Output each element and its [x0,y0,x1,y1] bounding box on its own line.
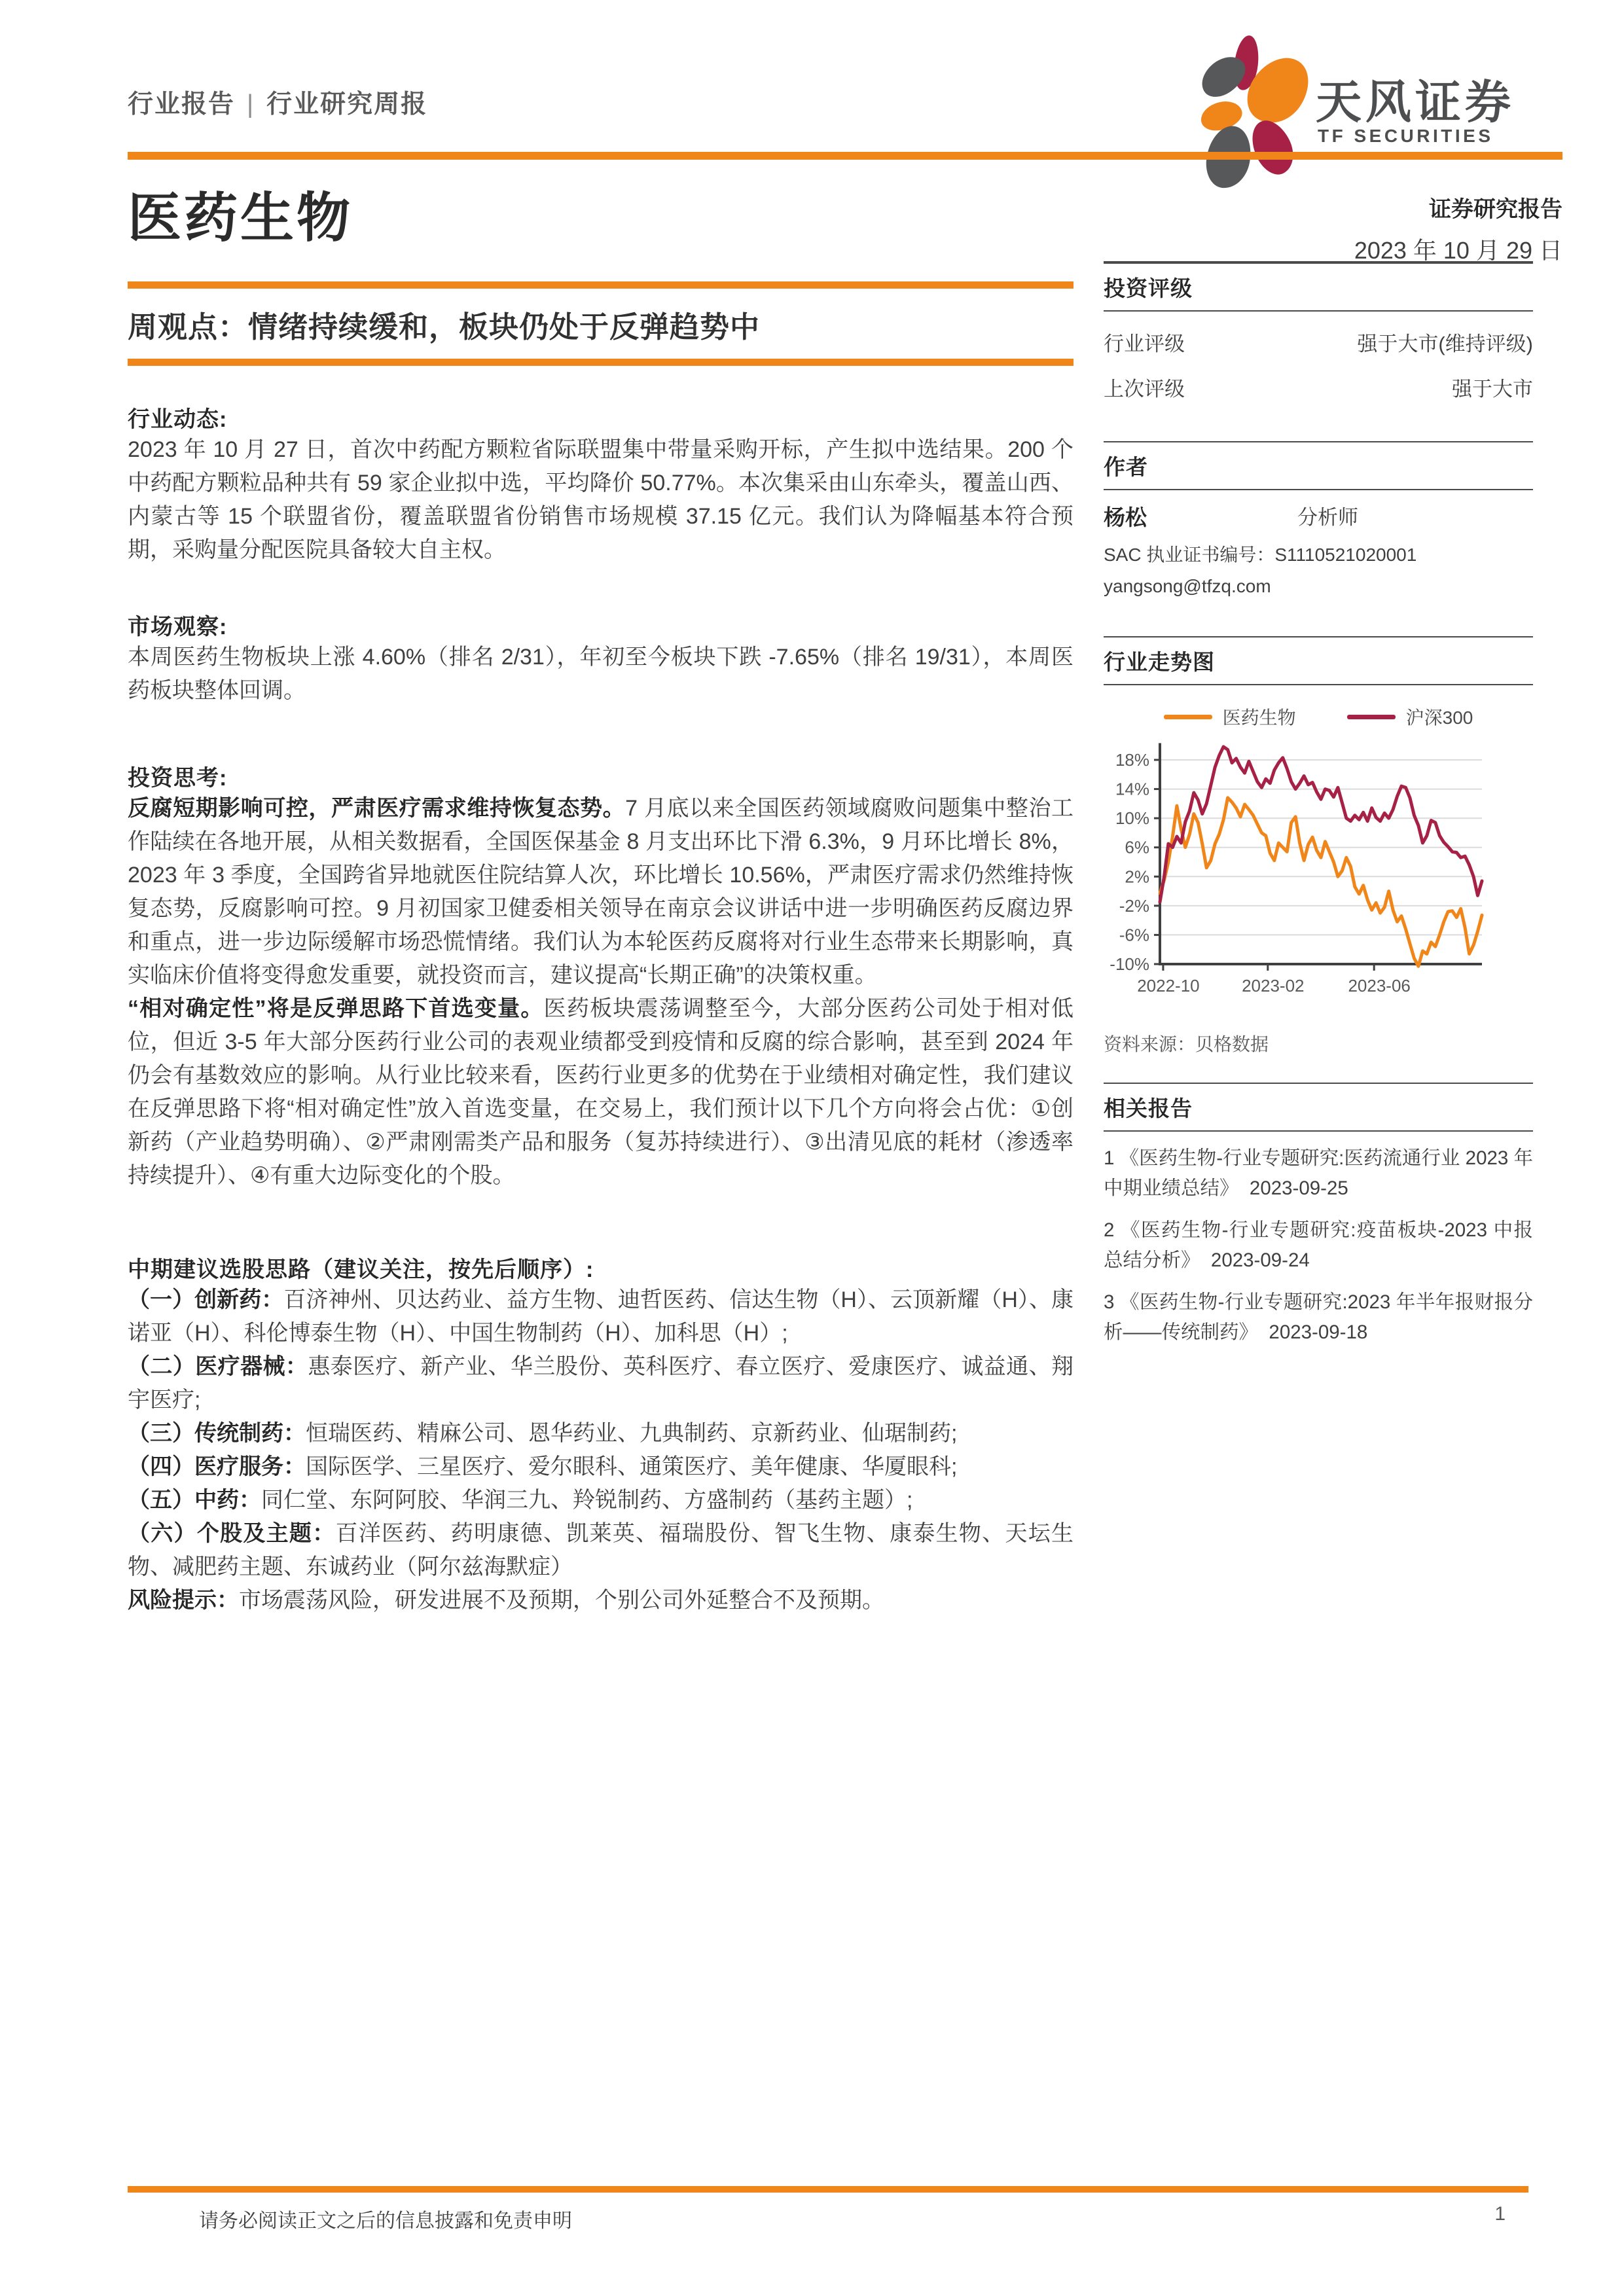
report-type-label: 证券研究报告 [1429,197,1562,222]
report-item: 2 《医药生物-行业专题研究:疫苗板块-2023 中报总结分析》 2023-09-24 [1104,1219,1533,1271]
doc-meta [1104,191,1562,266]
investment-paragraph-2 [128,992,1074,1193]
svg-text:2022-10: 2022-10 [1137,976,1200,996]
author-email: yangsong@tfzq.com [1104,576,1271,596]
pick-item-tcm: （五）中药：同仁堂、东阿阿胶、华润三九、羚锐制药、方盛制药（基药主题）; [128,1488,913,1513]
divider [1104,684,1533,685]
stock-picks-heading: 中期建议选股思路（建议关注，按先后顺序）: [128,1257,594,1282]
investment-paragraph-1 [128,792,1074,992]
svg-text:10%: 10% [1115,808,1149,829]
category-text: 行业报告 [128,90,236,118]
svg-text:-2%: -2% [1119,895,1149,916]
paragraph-lead-bold: “相对确定性”将是反弹思路下首选变量。 [128,996,544,1021]
legend-label: 沪深300 [1405,708,1473,728]
main-content-column [128,281,1074,1617]
pick-item-innovative-drugs: （一）创新药：百济神州、贝达药业、益方生物、迪哲医药、信达生物（H）、云顶新耀（H）、康诺亚（H）、科伦博泰生物（H）、中国生物制药（H）、加科思（H）; [128,1287,1074,1346]
trend-chart-svg [1104,734,1533,1009]
rating-value: 强于大市(维持评级) [1357,332,1533,355]
footer-disclaimer: 请务必阅读正文之后的信息披露和免责申明 [199,2210,572,2232]
paragraph-lead-bold: 反腐短期影响可控，严肃医疗需求维持恢复态势。 [128,796,626,821]
divider [1104,310,1533,312]
related-reports-list [1104,1143,1533,1348]
related-reports-header: 相关报告 [1104,1096,1193,1121]
report-item: 1 《医药生物-行业专题研究:医药流通行业 2023 年中期业绩总结》 2023-09-25 [1104,1147,1533,1199]
report-item: 3 《医药生物-行业专题研究:2023 年半年报财报分析——传统制药》 2023-09-18 [1104,1291,1533,1343]
author-section-header: 作者 [1104,455,1148,479]
divider [1104,1130,1533,1132]
pick-item-medical-devices: （二）医疗器械：惠泰医疗、新产业、华兰股份、英科医疗、春立医疗、爱康医疗、诚益通、翔宇医疗; [128,1354,1074,1412]
pick-item-themes: （六）个股及主题：百洋医药、药明康德、凯莱英、福瑞股份、智飞生物、康泰生物、天坛生物、减肥药主题、东诚药业（阿尔兹海默症） [128,1521,1074,1579]
author-sac-number: SAC 执业证书编号：S1110521020001 [1104,545,1417,565]
svg-text:-10%: -10% [1110,954,1149,974]
industry-trend-chart [1104,734,1533,1012]
brand-name-en: TF SECURITIES [1318,126,1494,146]
orange-divider-headline-bottom [128,359,1074,366]
pick-item-medical-services: （四）医疗服务：国际医学、三星医疗、爱尔眼科、通策医疗、美年健康、华厦眼科; [128,1454,958,1479]
trend-chart-section-header: 行业走势图 [1104,650,1215,674]
section-label-investment-thoughts: 投资思考: [128,766,228,791]
weekly-view-headline: 周观点：情绪持续缓和，板块仍处于反弹趋势中 [128,310,761,344]
paragraph-body: 7 月底以来全国医药领域腐败问题集中整治工作陆续在各地开展，从相关数据看，全国医保基金 8 月支出环比下滑 6.3%，9 月环比增长 8%，2023 年 3 季度，全国跨省异地就医住院结算人次，环比增长 10.56%，严肃医疗需求仍然维持恢复态势，反腐影响可控。9 月初国家卫健委相关领导在南京会议讲话中进一步明确医药反腐边界和重点，进一步边际缓解市场恐慌情绪。我们认为本轮医药反腐将对行业生态带来长期影响，真实临床价值将变得愈发重要，就投资而言，建议提高“长期正确”的决策权重。 [128,796,1074,988]
rating-label: 行业评级 [1104,332,1185,355]
rating-value: 强于大市 [1452,378,1533,401]
chart-legend [1104,704,1533,730]
industry-news-paragraph: 2023 年 10 月 27 日，首次中药配方颗粒省际联盟集中带量采购开标，产生拟中选结果。200 个中药配方颗粒品种共有 59 家企业拟中选，平均降价 50.77%。本次集采由山东牵头，覆盖山西、内蒙古等 15 个联盟省份，覆盖联盟省份销售市场规模 37.15 亿元。我们认为降幅基本符合预期，采购量分配医院具备较大自主权。 [128,437,1074,562]
section-label-market-watch: 市场观察: [128,615,228,639]
rating-row-industry [1104,327,1533,357]
brand-name-cn: 天风证券 [1316,77,1515,128]
orange-divider-footer [128,2186,1528,2193]
paragraph-body: 医药板块震荡调整至今，大部分医药公司处于相对低位，但近 3-5 年大部分医药行业公司的表观业绩都受到疫情和反腐的综合影响，甚至到 2024 年仍会有基数效应的影响。从行业比较来看，医药行业更多的优势在于业绩相对确定性，我们建议在反弹思路下将“相对确定性”放入首选变量，在交易上，我们预计以下几个方向将会占优：①创新药（产业趋势明确）、②严肃刚需类产品和服务（复苏持续进行）、③出清见底的耗材（渗透率持续提升）、④有重大边际变化的个股。 [128,996,1074,1188]
chart-source-note: 资料来源：贝格数据 [1104,1034,1269,1054]
risk-text: 市场震荡风险，研发进展不及预期，个别公司外延整合不及预期。 [239,1588,884,1613]
legend-label: 医药生物 [1222,708,1296,728]
svg-text:-6%: -6% [1119,925,1149,945]
orange-divider-top [128,152,1562,160]
author-title: 分析师 [1297,506,1358,529]
svg-text:2%: 2% [1125,867,1149,887]
author-row [1104,501,1533,531]
section-label-industry-news: 行业动态: [128,407,228,432]
svg-text:2023-06: 2023-06 [1348,976,1411,996]
svg-text:18%: 18% [1115,750,1149,770]
svg-text:14%: 14% [1115,779,1149,799]
market-watch-paragraph: 本周医药生物板块上涨 4.60%（排名 2/31），年初至今板块下跌 -7.65%（排名 19/31），本周医药板块整体回调。 [128,645,1074,703]
legend-item-pharma [1164,704,1296,730]
report-date: 2023 年 10 月 29 日 [1354,237,1562,264]
orange-divider-headline-top [128,281,1074,289]
divider [1104,489,1533,490]
category-separator: | [247,90,255,118]
risk-label: 风险提示： [128,1588,239,1613]
svg-text:6%: 6% [1125,837,1149,857]
risk-warning-paragraph [128,1584,1074,1617]
author-name: 杨松 [1104,505,1147,529]
rating-row-previous [1104,372,1533,402]
subcategory-text: 行业研究周报 [266,90,428,118]
pick-item-traditional-pharma: （三）传统制药：恒瑞医药、精麻公司、恩华药业、九典制药、京新药业、仙琚制药; [128,1421,958,1446]
industry-title: 医药生物 [128,188,353,248]
legend-item-csi300 [1347,704,1473,730]
rating-section-header: 投资评级 [1104,276,1193,300]
svg-text:2023-02: 2023-02 [1242,976,1305,996]
rating-label: 上次评级 [1104,378,1185,401]
page-number: 1 [1494,2203,1506,2225]
legend-swatch-crimson [1347,715,1396,719]
report-category-label [128,84,427,120]
sidebar-column [1104,261,1533,1348]
legend-swatch-orange [1164,715,1212,719]
